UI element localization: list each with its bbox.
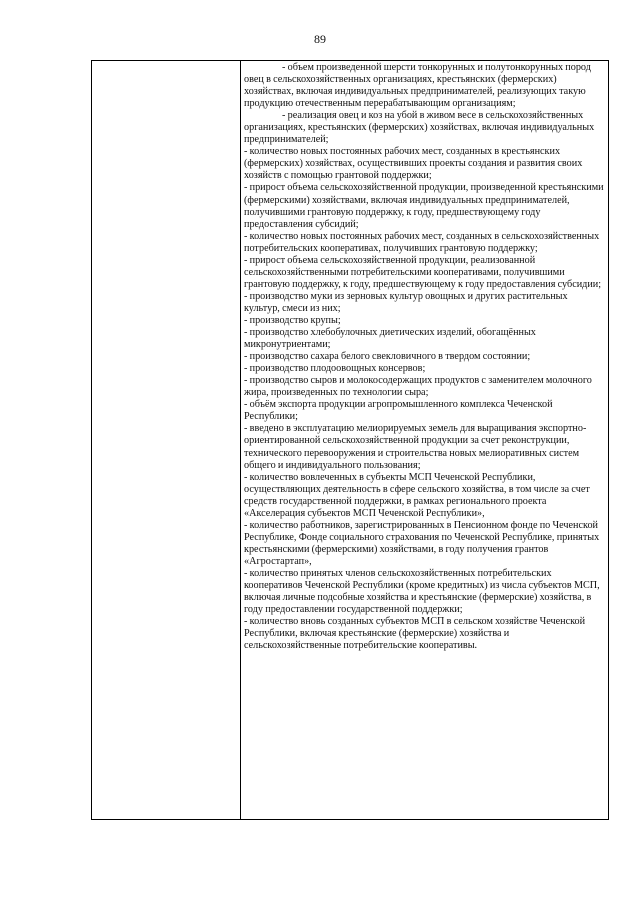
table-left-cell [92, 61, 241, 819]
indicator-item: - количество принятых членов сельскохозяйственных потребительских кооперативов Чеченской Республики (кроме кредитных) из числа субъектов МСП, включая личные подсобные хозяйства и крестьянские (фермерские) хозяйства, в году предоставлении государственной поддержки; [244, 567, 600, 616]
indicator-item: - производство сахара белого свекловичного в твердом состоянии; [244, 351, 531, 363]
indicator-item: - реализация овец и коз на убой в живом весе в сельскохозяйственных организациях, крестьянских (фермерских) хозяйствах, включая индивидуальных предпринимателей; [244, 110, 595, 146]
indicator-item: - производство хлебобулочных диетических изделий, обогащённых микронутриентами; [244, 327, 536, 351]
indicator-item: - количество вовлеченных в субъекты МСП Чеченской Республики, осуществляющих деятельность в сфере сельского хозяйства, в том числе за счет средств государственной поддержки, в рамках регионального проекта «Акселерация субъектов МСП Чеченской Республики», [244, 471, 590, 519]
indicators-table [91, 60, 609, 820]
indicator-item: - количество новых постоянных рабочих мест, созданных в крестьянских (фермерских) хозяйствах, осуществивших проекты создания и развития своих хозяйств с помощью грантовой поддержки; [244, 146, 583, 182]
indicator-item: - производство крупы; [244, 314, 341, 326]
indicator-item: - количество вновь созданных субъектов МСП в сельском хозяйстве Чеченской Республики, включая крестьянские (фермерские) хозяйства и сельскохозяйственные потребительские кооперативы. [244, 616, 586, 652]
indicator-item: - производство муки из зерновых культур овощных и других растительных культур, смеси из них; [244, 290, 568, 314]
indicator-item: - объём экспорта продукции агропромышленного комплекса Чеченской Республики; [244, 399, 553, 423]
indicator-item: - производство сыров и молокосодержащих продуктов с заменителем молочного жира, произведенных по технологии сыра; [244, 375, 592, 399]
indicator-item: - введено в эксплуатацию мелиорируемых земель для выращивания экспортно-ориентированной сельскохозяйственной продукции за счет реконструкции, технического перевооружения и строительства новых мелиоративных систем общего и индивидуального пользования; [244, 423, 587, 471]
indicator-item: - количество работников, зарегистрированных в Пенсионном фонде по Чеченской Республике, Фонде социального страхования по Чеченской Республике, принятых крестьянскими (фермерскими) хозяйствами, в году получения грантов «Агростартап», [244, 519, 600, 567]
indicator-item: - количество новых постоянных рабочих мест, созданных в сельскохозяйственных потребительских кооперативах, получивших грантовую поддержку; [244, 230, 600, 254]
page-number: 89 [314, 32, 326, 46]
indicator-item: - производство плодоовощных консервов; [244, 363, 426, 375]
indicator-item: - прирост объема сельскохозяйственной продукции, реализованной сельскохозяйственными потребительскими кооперативами, получившими грантовую поддержку, к году, предшествующему к году предоставления субсидии; [244, 254, 602, 290]
table-right-cell [241, 61, 608, 819]
indicator-item: - объем произведенной шерсти тонкорунных и полутонкорунных пород овец в сельскохозяйственных организациях, крестьянских (фермерских) хозяйствах, включая индивидуальных предпринимателей, реализующих такую продукцию отечественным перерабатывающим организациям; [244, 62, 591, 110]
indicator-item: - прирост объема сельскохозяйственной продукции, произведенной крестьянскими (фермерскими) хозяйствами, включая индивидуальных предпринимателей, получившими грантовую поддержку, к году, предшествующему году предоставления субсидий; [244, 182, 604, 230]
